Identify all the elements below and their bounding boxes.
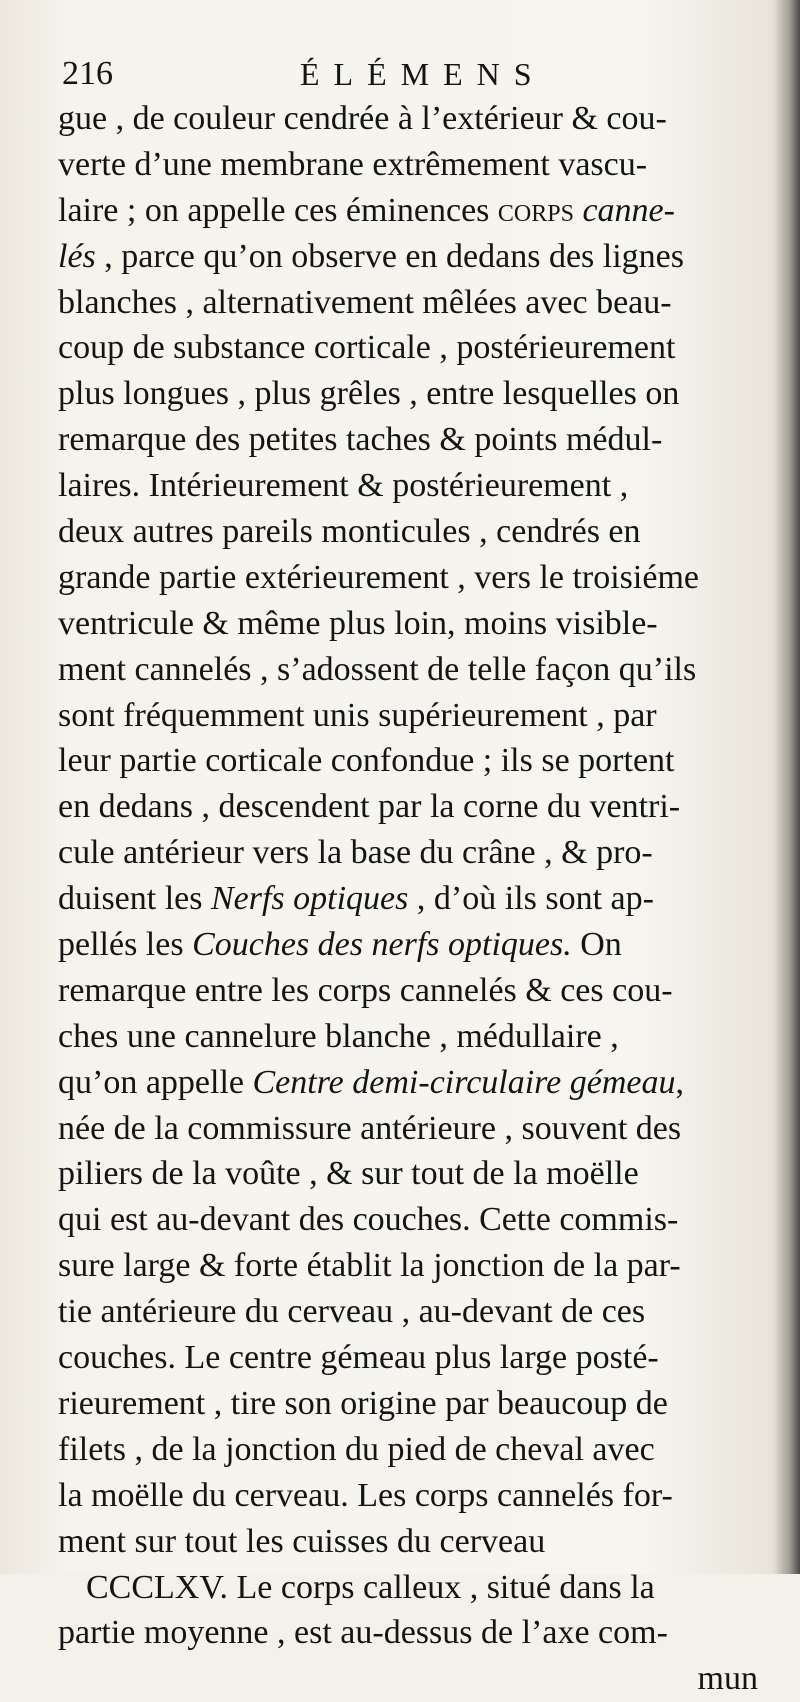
text-segment: sont fréquemment unis supérieurement , par: [58, 696, 657, 734]
text-line: [58, 1335, 758, 1381]
text-line: [58, 738, 758, 784]
text-segment: grande partie extérieurement , vers le troisiéme: [58, 558, 699, 596]
text-line: [58, 1473, 758, 1519]
text-line: [58, 647, 758, 693]
text-line: [58, 1427, 758, 1473]
italic-text: Centre demi-circulaire gémeau: [252, 1063, 676, 1101]
text-segment: laire ; on appelle ces éminences: [58, 191, 498, 229]
text-line: [58, 968, 758, 1014]
text-line: [58, 1060, 758, 1106]
text-line: [58, 876, 758, 922]
text-segment: blanches , alternativement mêlées avec beau-: [58, 283, 672, 321]
text-segment: gue , de couleur cendrée à l’extérieur & cou-: [58, 100, 667, 137]
text-segment: remarque des petites taches & points médul-: [58, 421, 663, 459]
text-segment: en dedans , descendent par la corne du ventri-: [58, 788, 681, 826]
text-segment: remarque entre les corps cannelés & ces cou-: [58, 971, 673, 1009]
text-line: [58, 1519, 758, 1565]
text-segment: duisent les: [58, 880, 211, 918]
text-line: [58, 555, 758, 601]
text-segment: qui est au-devant des couches. Cette commis-: [58, 1201, 679, 1239]
text-line: [58, 463, 758, 509]
text-line: [58, 1656, 758, 1702]
text-segment: cule antérieur vers la base du crâne , & pro-: [58, 834, 653, 872]
text-segment: la moëlle du cerveau. Les corps cannelés for-: [58, 1476, 673, 1514]
text-segment: ventricule & même plus loin, moins visible-: [58, 604, 658, 642]
text-segment: verte d’une membrane extrêmement vascu-: [58, 145, 648, 183]
text-segment: plus longues , plus grêles , entre lesquelles on: [58, 375, 680, 413]
text-line: [58, 601, 758, 647]
text-line: [58, 1014, 758, 1060]
text-line: [58, 1610, 758, 1656]
text-segment: pellés les: [58, 926, 193, 964]
text-line: [58, 1197, 758, 1243]
text-line: [58, 234, 758, 280]
text-segment: ches une cannelure blanche , médullaire ,: [58, 1017, 619, 1055]
text-segment: On: [571, 926, 622, 964]
text-segment: filets , de la jonction du pied de cheval avec: [58, 1430, 655, 1468]
text-line: [58, 1381, 758, 1427]
italic-text: Nerfs optiques: [210, 880, 409, 918]
page-header: [62, 52, 622, 96]
text-segment: qu’on appelle: [58, 1063, 253, 1101]
text-line: [58, 142, 758, 188]
italic-text: Couches des nerfs optiques.: [192, 926, 572, 964]
text-segment: ment cannelés , s’adossent de telle façon qu’ils: [58, 650, 697, 688]
text-segment: ,: [675, 1063, 684, 1101]
text-line: [58, 96, 758, 142]
text-line: [58, 784, 758, 830]
text-segment: rieurement , tire son origine par beaucoup de: [58, 1384, 668, 1422]
page-gutter-shadow: [774, 0, 800, 1574]
text-line: [58, 509, 758, 555]
italic-text: canne-: [582, 191, 675, 229]
text-line: [58, 325, 758, 371]
text-segment: CCCLXV. Le corps calleux , situé dans la: [86, 1568, 655, 1606]
text-segment: coup de substance corticale , postérieurement: [58, 329, 676, 367]
text-segment: mun: [697, 1660, 758, 1698]
page-number: 216: [62, 55, 113, 92]
text-line: [58, 188, 758, 234]
body-text: [58, 96, 758, 1702]
text-segment: tie antérieure du cerveau , au-devant de ces: [58, 1293, 646, 1331]
text-segment: leur partie corticale confondue ; ils se portent: [58, 742, 675, 780]
text-segment: , parce qu’on observe en dedans des lignes: [95, 237, 684, 275]
running-title: ÉLÉMENS: [300, 56, 546, 92]
text-segment: deux autres pareils monticules , cendrés en: [58, 513, 641, 551]
text-line: [58, 693, 758, 739]
text-segment: laires. Intérieurement & postérieurement ,: [58, 467, 629, 505]
text-line: [58, 922, 758, 968]
text-line: [58, 1151, 758, 1197]
text-line: [58, 1106, 758, 1152]
text-line: [58, 280, 758, 326]
text-line: [58, 830, 758, 876]
text-segment: ment sur tout les cuisses du cerveau: [58, 1522, 546, 1560]
text-line: [58, 1565, 758, 1611]
text-segment: piliers de la voûte , & sur tout de la moëlle: [58, 1155, 639, 1193]
text-segment: couches. Le centre gémeau plus large posté-: [58, 1339, 659, 1377]
text-line: [58, 417, 758, 463]
text-segment: sure large & forte établit la jonction de la par-: [58, 1247, 681, 1285]
small-caps-text: corps: [497, 191, 574, 229]
italic-text: lés: [58, 237, 96, 275]
text-line: [58, 1289, 758, 1335]
text-segment: , d’où ils sont ap-: [408, 880, 654, 918]
text-segment: née de la commissure antérieure , souvent des: [58, 1109, 682, 1147]
text-segment: partie moyenne , est au-dessus de l’axe com-: [58, 1614, 668, 1652]
text-line: [58, 1243, 758, 1289]
text-line: [58, 371, 758, 417]
